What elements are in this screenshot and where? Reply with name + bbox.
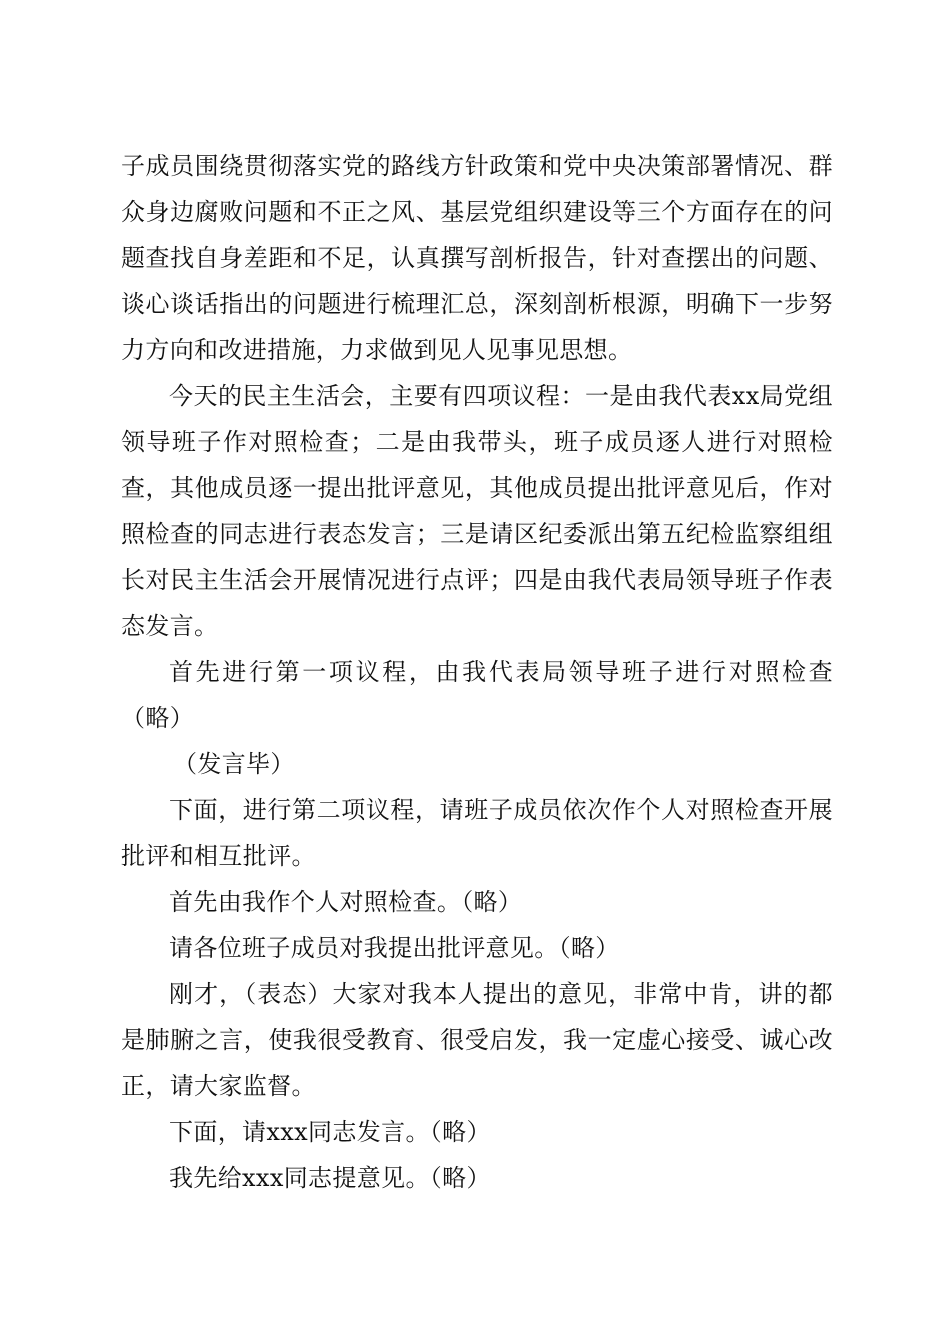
paragraph-self-check: 首先由我作个人对照检查。（略） xyxy=(169,888,523,916)
paragraph-agenda: 今天的民主生活会，主要有四项议程：一是由我代表xx局党组领导班子作对照检查；二是由我带头，班子成员逐人进行对照检查，其他成员逐一提出批评意见，其他成员提出批评意见后，作对照检查的同志进行表态发言；三是请区纪委派出第五纪检监察组组长对民主生活会开展情况进行点评；四是由我代表局领导班子作表态发言。 xyxy=(121,382,833,640)
paragraph-speech-end: （发言毕） xyxy=(173,750,295,778)
document-body xyxy=(121,143,833,1201)
paragraph-second-item: 下面，进行第二项议程，请班子成员依次作个人对照检查开展批评和相互批评。 xyxy=(121,796,833,870)
paragraph-give-opinion: 我先给xxx同志提意见。（略） xyxy=(169,1164,491,1192)
paragraph-next-speaker: 下面，请xxx同志发言。（略） xyxy=(169,1118,491,1146)
paragraph-request-criticism: 请各位班子成员对我提出批评意见。（略） xyxy=(169,934,620,962)
paragraph-response: 刚才，（表态）大家对我本人提出的意见，非常中肯，讲的都是肺腑之言，使我很受教育、很受启发，我一定虚心接受、诚心改正，请大家监督。 xyxy=(121,980,833,1100)
paragraph-continuation: 子成员围绕贯彻落实党的路线方针政策和党中央决策部署情况、群众身边腐败问题和不正之风、基层党组织建设等三个方面存在的问题查找自身差距和不足，认真撰写剖析报告，针对查摆出的问题、谈心谈话指出的问题进行梳理汇总，深刻剖析根源，明确下一步努力方向和改进措施，力求做到见人见事见思想。 xyxy=(121,152,833,364)
paragraph-first-item: 首先进行第一项议程，由我代表局领导班子进行对照检查（略） xyxy=(121,658,833,732)
